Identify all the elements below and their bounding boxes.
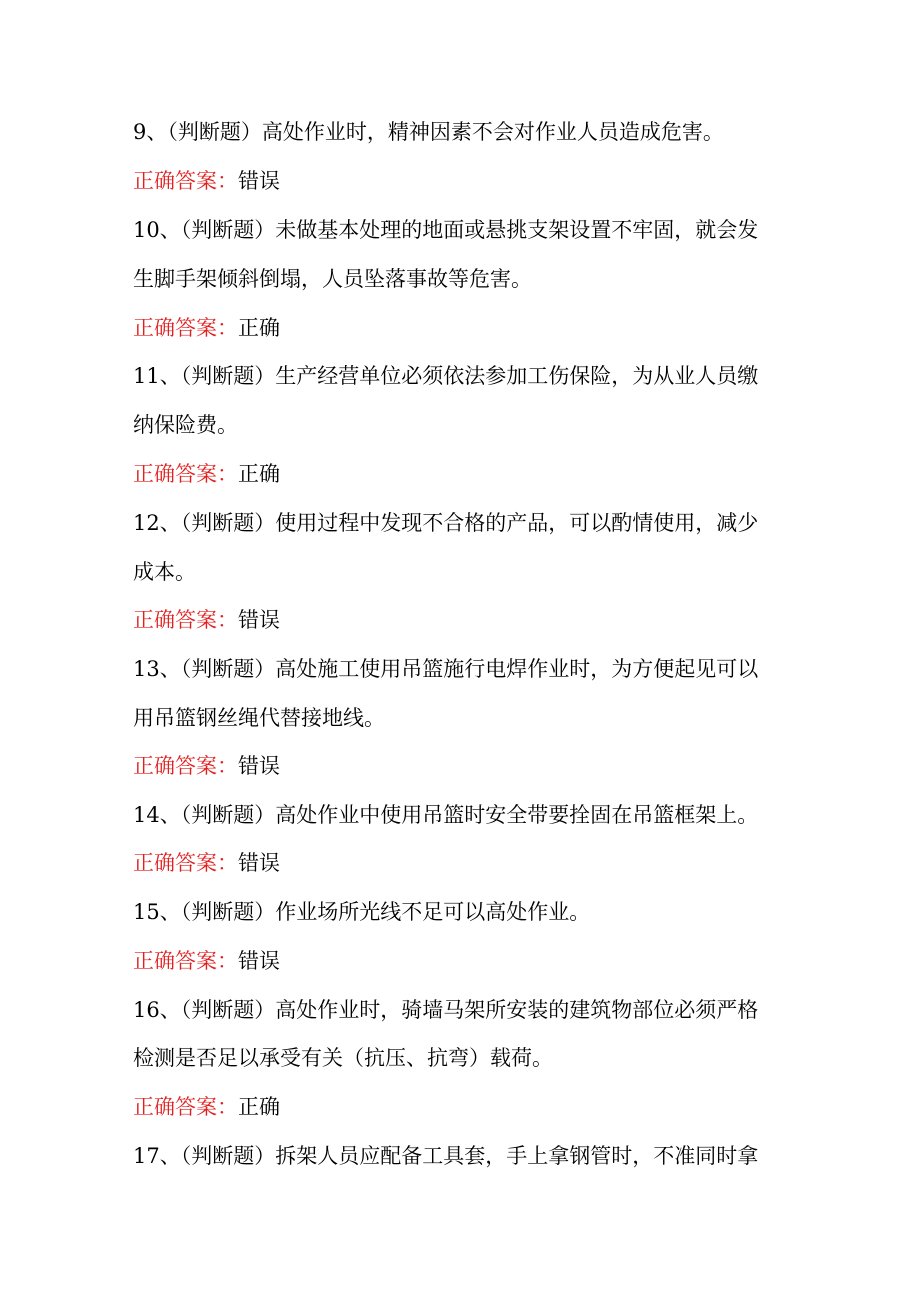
question-16-line-1: 16、（判断题）高处作业时，骑墙马架所安装的建筑物部位必须严格 [133,998,759,1022]
answer-label: 正确答案： [133,851,238,875]
answer-label: 正确答案： [133,949,238,973]
answer-label: 正确答案： [133,462,238,486]
answer-15 [133,946,280,976]
question-10-line-1: 10、（判断题）未做基本处理的地面或悬挑支架设置不牢固，就会发 [133,218,759,242]
answer-label: 正确答案： [133,1095,238,1119]
answer-label: 正确答案： [133,608,238,632]
question-10-line-2: 生脚手架倾斜倒塌，人员坠落事故等危害。 [133,267,532,291]
question-13-line-2: 用吊篮钢丝绳代替接地线。 [133,706,385,730]
question-16-line-2: 检测是否足以承受有关（抗压、抗弯）载荷。 [133,1046,553,1070]
answer-9 [133,166,280,196]
question-12-line-1: 12、（判断题）使用过程中发现不合格的产品，可以酌情使用，减少 [133,511,759,535]
question-17-line-1: 17、（判断题）拆架人员应配备工具套，手上拿钢管时，不准同时拿 [133,1144,759,1168]
question-11-line-1: 11、（判断题）生产经营单位必须依法参加工伤保险，为从业人员缴 [133,364,759,388]
answer-value: 错误 [238,169,280,193]
question-9-line-1: 9、（判断题）高处作业时，精神因素不会对作业人员造成危害。 [133,120,724,144]
answer-11 [133,459,280,489]
answer-value: 错误 [238,754,280,778]
answer-label: 正确答案： [133,754,238,778]
question-12-line-2: 成本。 [133,560,196,584]
answer-value: 错误 [238,851,280,875]
answer-value: 正确 [238,462,280,486]
question-13-line-1: 13、（判断题）高处施工使用吊篮施行电焊作业时，为方便起见可以 [133,657,759,681]
question-15-line-1: 15、（判断题）作业场所光线不足可以高处作业。 [133,900,591,924]
answer-value: 错误 [238,949,280,973]
answer-10 [133,313,280,343]
answer-value: 错误 [238,608,280,632]
question-11-line-2: 纳保险费。 [133,413,238,437]
answer-value: 正确 [238,1095,280,1119]
question-14-line-1: 14、（判断题）高处作业中使用吊篮时安全带要拴固在吊篮框架上。 [133,803,759,827]
answer-label: 正确答案： [133,316,238,340]
answer-12 [133,605,280,635]
answer-14 [133,848,280,878]
answer-value: 正确 [238,316,280,340]
answer-16 [133,1092,280,1122]
answer-13 [133,751,280,781]
answer-label: 正确答案： [133,169,238,193]
